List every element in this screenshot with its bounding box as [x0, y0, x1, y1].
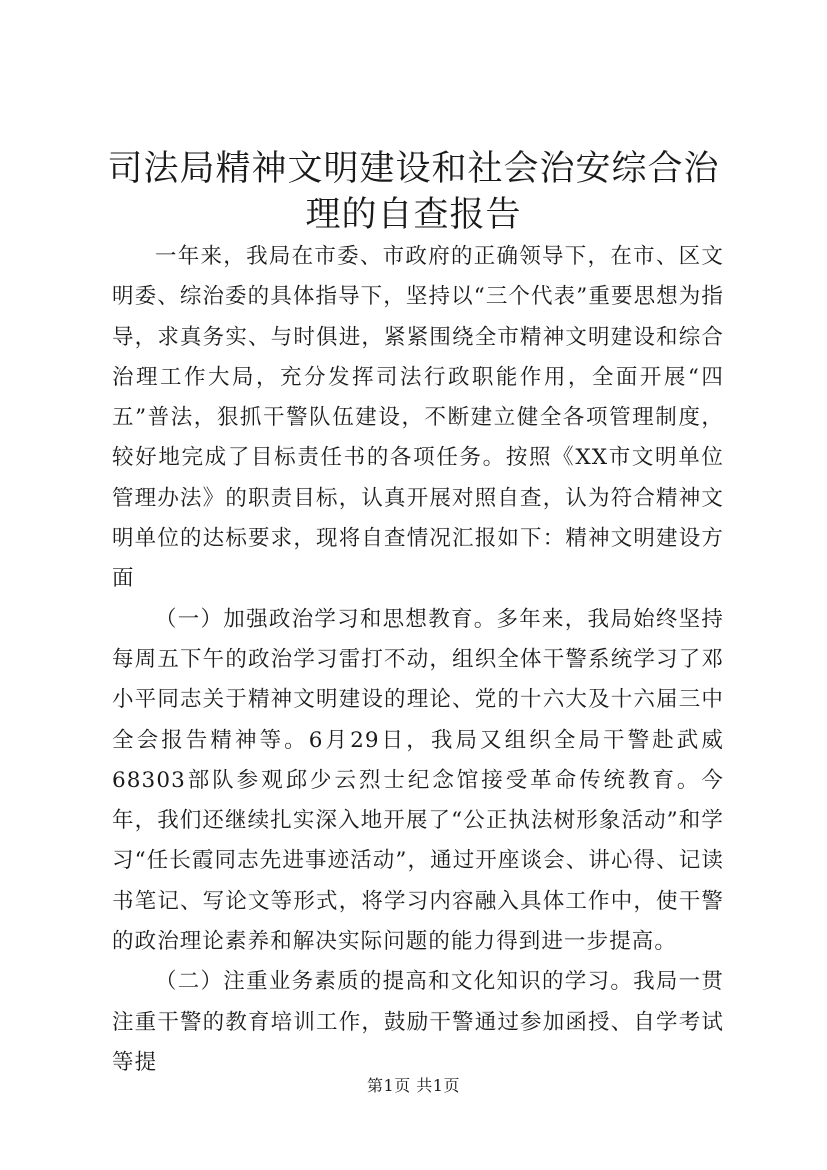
paragraph-intro: 一年来，我局在市委、市政府的正确领导下，在市、区文明委、综治委的具体指导下，坚持以“三个代表”重要思想为指导，求真务实、与时俱进，紧紧围绕全市精神文明建设和综合治理工作大局，充分发挥司法行政职能作用，全面开展“四五”普法，狠抓干警队伍建设，不断建立健全各项管理制度，较好地完成了目标责任书的各项任务。按照《XX市文明单位管理办法》的职责目标，认真开展对照自查，认为符合精神文明单位的达标要求，现将自查情况汇报如下：精神文明建设方面 — [112, 244, 724, 592]
paragraph-political-study: （一）加强政治学习和思想教育。多年来，我局始终坚持每周五下午的政治学习雷打不动，组织全体干警系统学习了邓小平同志关于精神文明建设的理论、党的十六大及十六届三中全会报告精神等。6月29日，我局又组织全局干警赴武威68303部队参观邱少云烈士纪念馆接受革命传统教育。今年，我们还继续扎实深入地开展了“公正执法树形象活动”和学习“任长霞同志先进事迹活动”，通过开座谈会、讲心得、记读书笔记、写论文等形式，将学习内容融入具体工作中，使干警的政治理论素养和解决实际问题的能力得到进一步提高。 — [112, 606, 724, 955]
page-number-footer: 第1页 共1页 — [367, 1076, 460, 1095]
document-title: 司法局精神文明建设和社会治安综合治理的自查报告 — [107, 149, 720, 235]
paragraph-professional-quality: （二）注重业务素质的提高和文化知识的学习。我局一贯注重干警的教育培训工作，鼓励干警通过参加函授、自学考试等提 — [112, 969, 724, 1075]
document-body — [112, 237, 724, 1083]
